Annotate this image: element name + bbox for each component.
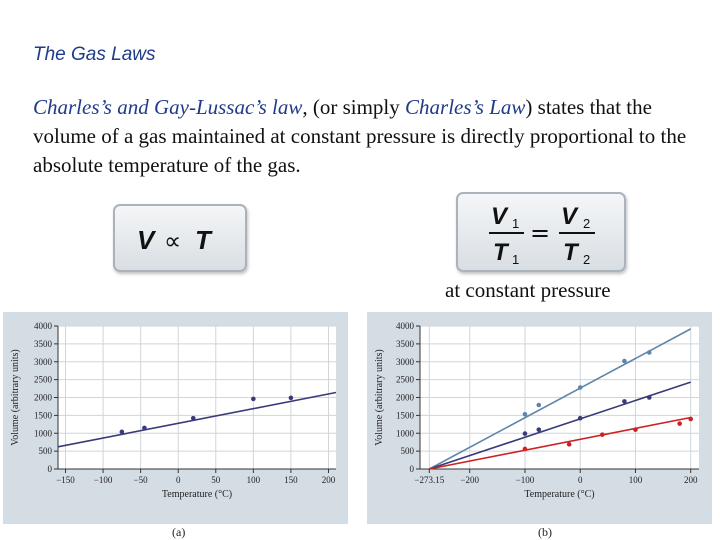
proportionality-formula [113, 204, 247, 272]
chart-a-ylabel: Volume (arbitrary units) [10, 349, 21, 446]
chart-a-ytick-label: 500 [38, 446, 52, 457]
chart-a-xlabel: Temperature (°C) [161, 489, 233, 500]
chart-b-series-0-point [622, 359, 627, 364]
constant-pressure-label: at constant pressure [445, 278, 611, 302]
chart-b-series-2-point [677, 421, 682, 426]
chart-b-ytick-label: 3000 [396, 356, 414, 367]
law-short-name: Charles’s Law [405, 95, 526, 119]
para-text-1: , (or simply [302, 95, 406, 119]
chart-a-panel [3, 312, 348, 524]
chart-a-xtick-label: −50 [133, 475, 148, 485]
chart-b-series-1-point [536, 427, 541, 432]
equals-sign: = [530, 219, 551, 247]
formula-t: T [195, 225, 211, 255]
caption-a: (a) [172, 525, 186, 539]
chart-b-series-1-point [523, 431, 528, 436]
chart-b-ytick-label: 2000 [396, 392, 414, 403]
formula-v2: V [561, 203, 578, 230]
chart-b-xtick-label: 100 [628, 475, 643, 485]
formula-t2: T [563, 239, 578, 266]
formula-v1: V [491, 203, 508, 230]
formula-t1: T [493, 239, 508, 266]
para-text-2: ) states that the volume of a gas maintained at constant pressure is directly proportional to the absolute temperature of the gas. [33, 95, 687, 177]
formula-t1-sub: 1 [512, 252, 520, 267]
chart-b-ytick-label: 4000 [396, 321, 414, 331]
chart-b-xtick-label: −100 [515, 475, 535, 485]
chart-b-panel [367, 312, 712, 524]
chart-b-series-2-point [600, 432, 605, 437]
chart-a-ytick-label: 4000 [34, 321, 52, 331]
formula-v: V [137, 225, 155, 255]
chart-b-series-2-point [688, 417, 693, 422]
chart-b-ytick-label: 500 [400, 446, 414, 457]
chart-b-ytick-label: 1500 [396, 410, 414, 421]
ratio-formula [456, 192, 626, 272]
chart-a-ytick-label: 3000 [34, 356, 52, 367]
chart-b-series-0-point [578, 385, 583, 390]
chart-a-ytick-label: 0 [47, 464, 52, 474]
chart-b-series-1-point [622, 399, 627, 404]
chart-a-ytick-label: 2000 [34, 392, 52, 403]
chart-b-xtick-label: −200 [460, 475, 480, 485]
chart-b-ylabel: Volume (arbitrary units) [374, 349, 385, 446]
chart-a-xtick-label: 200 [321, 475, 336, 485]
chart-b-series-1-point [647, 395, 652, 400]
chart-a-xtick-label: 100 [246, 475, 261, 485]
chart-b-ytick-label: 1000 [396, 428, 414, 439]
chart-a-ytick-label: 1000 [34, 428, 52, 439]
chart-b-xtick-label: 0 [577, 475, 583, 485]
chart-b-xtick-label: −273.15 [414, 475, 445, 485]
chart-b-ytick-label: 3500 [396, 338, 414, 349]
definition-paragraph [33, 93, 713, 180]
chart-a-xtick-label: 0 [175, 475, 181, 485]
chart-a-xtick-label: −150 [56, 475, 75, 485]
chart-b-series-2-point [567, 442, 572, 447]
chart-a-xtick-label: 50 [211, 475, 221, 485]
chart-a-series-0-point [191, 416, 196, 421]
formula-v2-sub: 2 [583, 216, 591, 231]
chart-a-xtick-label: 150 [284, 475, 298, 485]
slide-title: The Gas Laws [33, 44, 156, 65]
chart-a-series-0-point [120, 430, 125, 435]
chart-b-series-0-point [536, 403, 541, 408]
chart-b-series-0-point [523, 412, 528, 417]
chart-b-ytick-label: 2500 [396, 374, 414, 385]
chart-a-ytick-label: 2500 [34, 374, 52, 385]
chart-a [3, 312, 348, 524]
chart-a-ytick-label: 3500 [34, 338, 52, 349]
formula-t2-sub: 2 [583, 252, 591, 267]
caption-b: (b) [538, 525, 552, 539]
chart-a-xtick-label: −100 [93, 475, 113, 485]
chart-b-series-2-point [523, 447, 528, 452]
chart-b-series-1-point [578, 416, 583, 421]
chart-b-ytick-label: 0 [409, 464, 414, 474]
chart-b-series-2-point [633, 427, 638, 432]
chart-b-xtick-label: 200 [683, 475, 698, 485]
formula-v1-sub: 1 [512, 216, 520, 231]
chart-a-series-0-point [142, 426, 147, 431]
proportional-symbol: ∝ [164, 227, 182, 255]
chart-b [367, 312, 712, 524]
chart-b-xlabel: Temperature (°C) [524, 489, 595, 500]
chart-a-series-0-point [251, 397, 256, 402]
law-name: Charles’s and Gay-Lussac’s law [33, 95, 303, 119]
chart-a-ytick-label: 1500 [34, 410, 52, 421]
chart-b-series-0-point [647, 350, 652, 355]
chart-a-series-0-point [289, 396, 294, 401]
